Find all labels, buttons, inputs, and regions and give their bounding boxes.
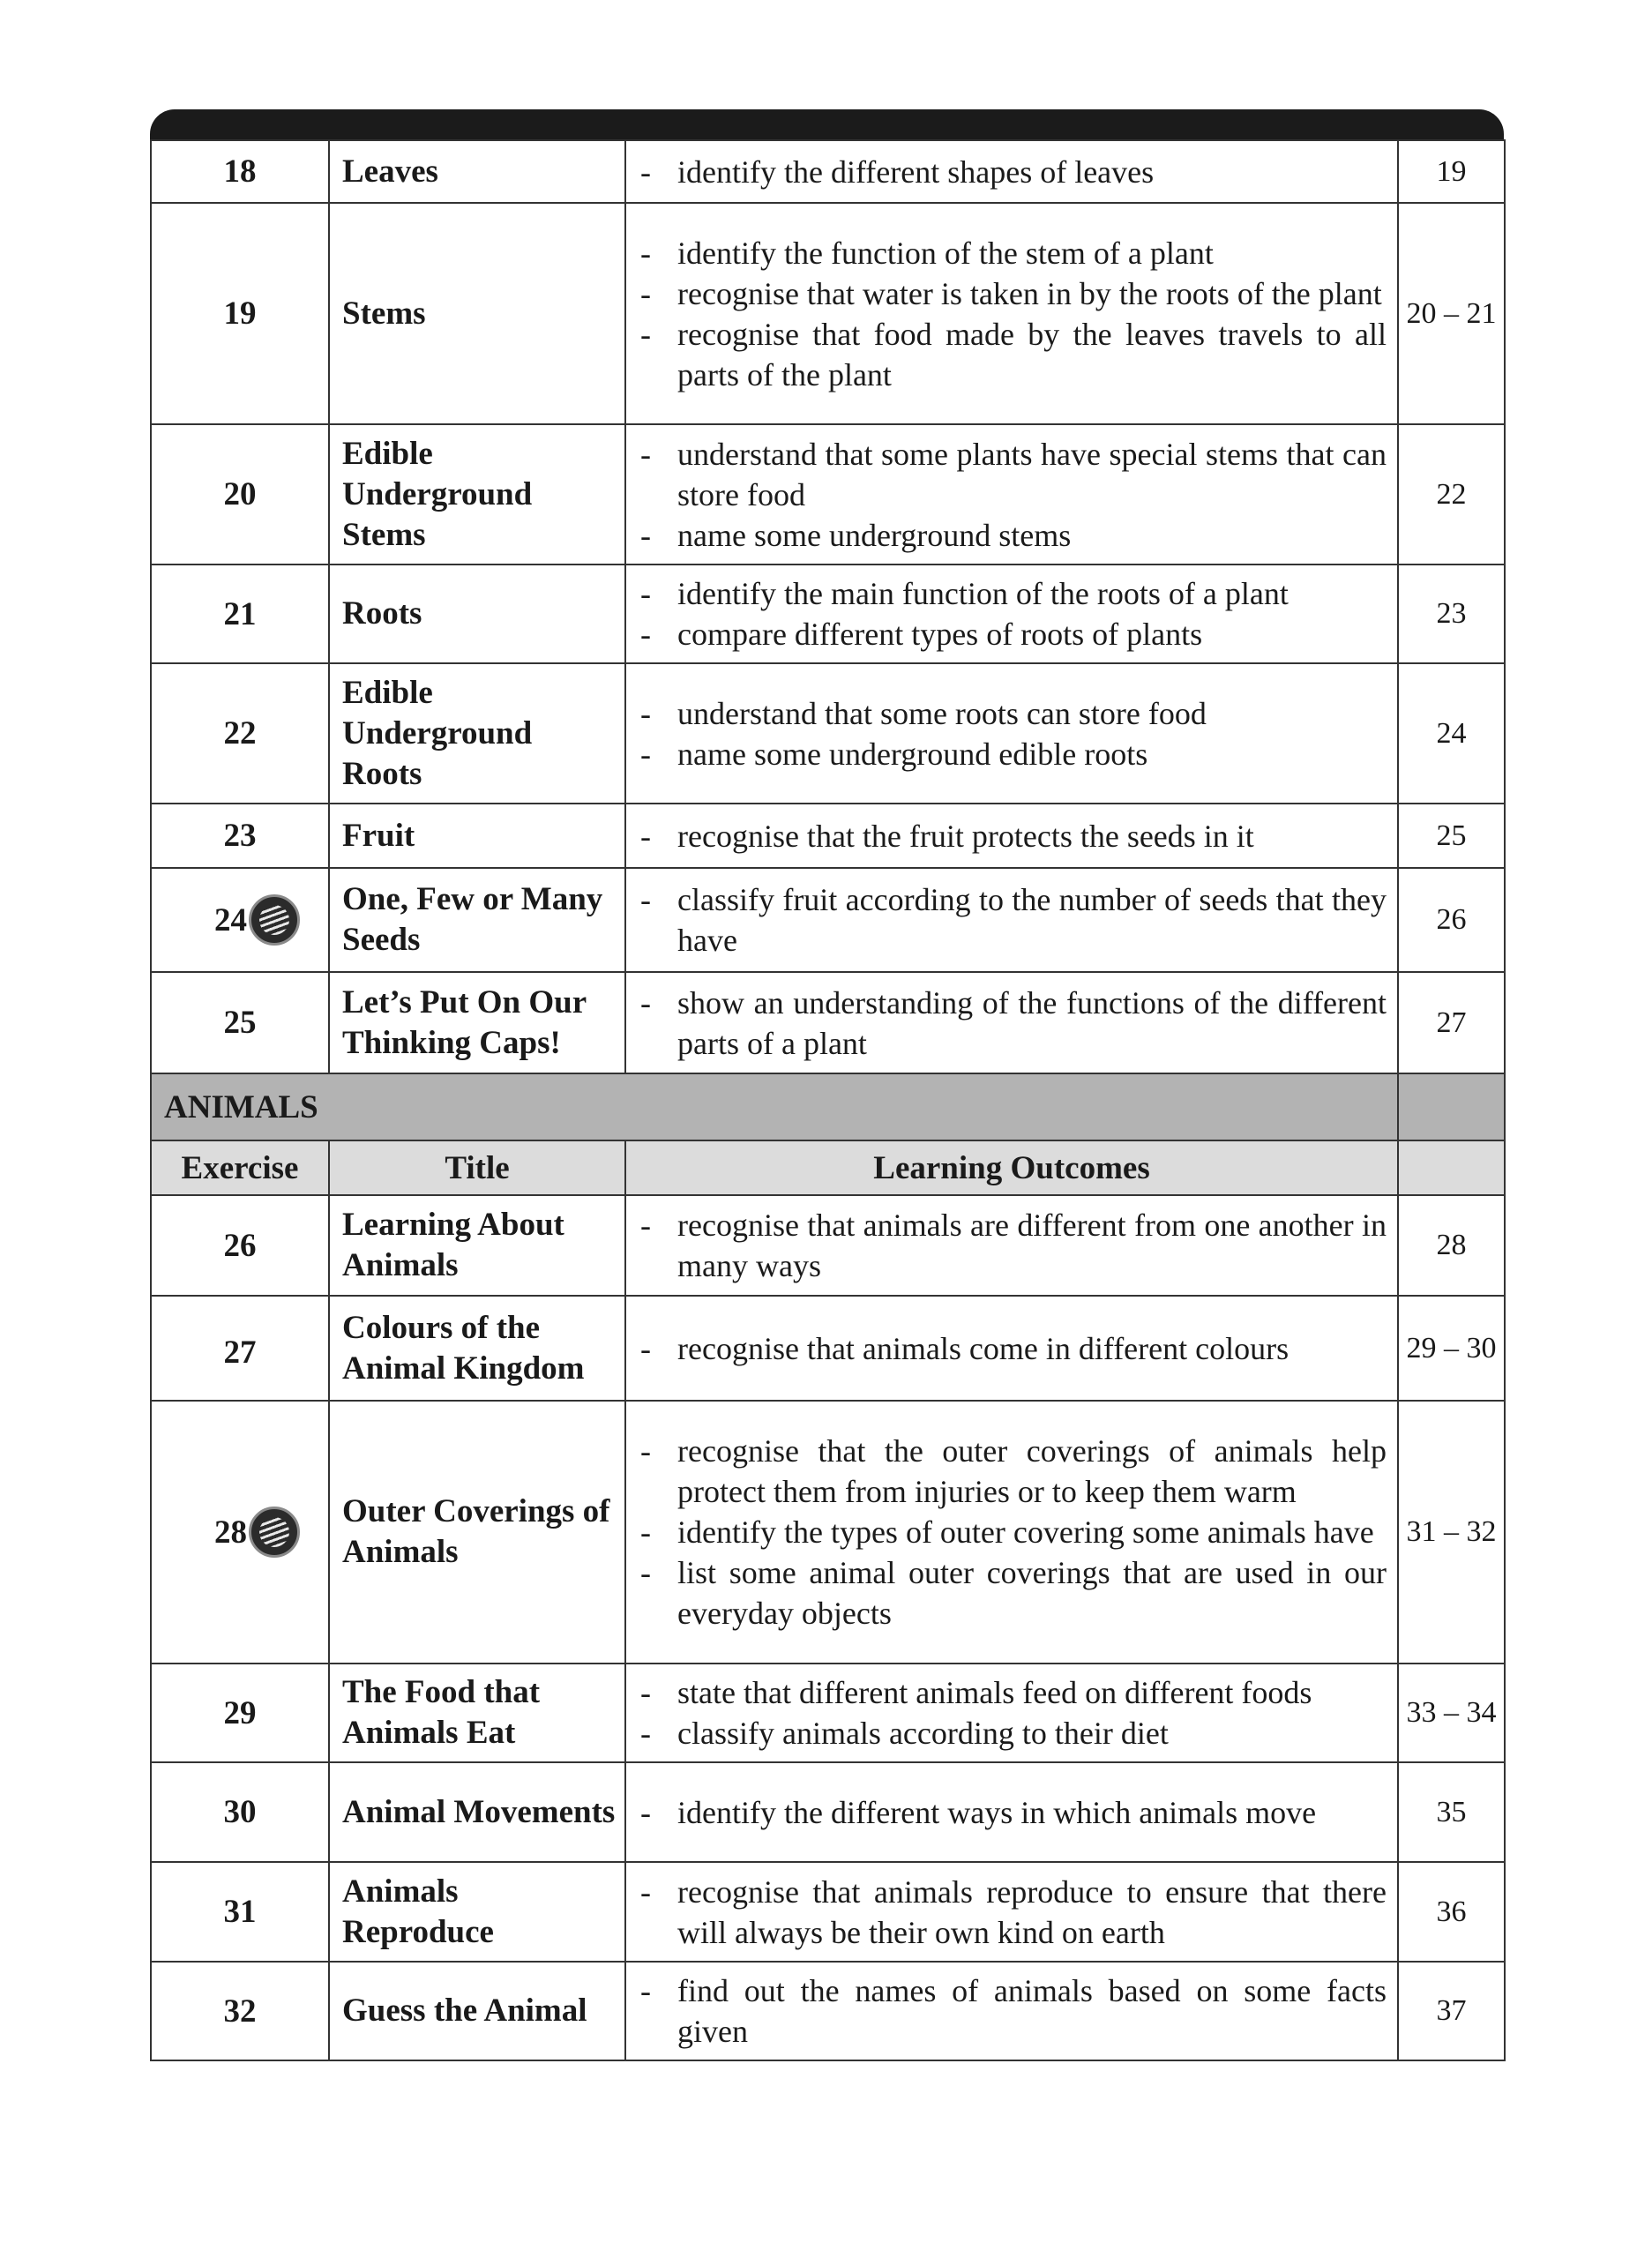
- exercise-title: Roots: [329, 564, 625, 663]
- page-numbers: 33 – 34: [1398, 1664, 1505, 1762]
- outcome-item: - list some animal outer coverings that are used in our everyday objects: [637, 1552, 1387, 1634]
- learning-outcomes: [625, 424, 1398, 564]
- header-page: [1398, 1140, 1505, 1195]
- outcome-item: - identify the main function of the roots of a plant: [637, 573, 1387, 614]
- exercise-title: One, Few or Many Seeds: [329, 868, 625, 972]
- page-numbers: 35: [1398, 1762, 1505, 1862]
- outcome-item: - identify the function of the stem of a plant: [637, 233, 1387, 273]
- exercise-title: Edible Underground Stems: [329, 424, 625, 564]
- outcome-item: - compare different types of roots of plants: [637, 614, 1387, 654]
- outcome-item: - recognise that the fruit protects the seeds in it: [637, 816, 1387, 856]
- exercise-number: 24: [214, 901, 247, 938]
- exercise-number: 25: [151, 972, 329, 1073]
- online-resource-icon: [249, 1507, 300, 1558]
- learning-outcomes: [625, 140, 1398, 203]
- outcome-item: - recognise that food made by the leaves travels to all parts of the plant: [637, 314, 1387, 395]
- learning-outcomes: [625, 1664, 1398, 1762]
- outcome-item: - identify the types of outer covering some animals have: [637, 1512, 1387, 1552]
- learning-outcomes: [625, 1862, 1398, 1962]
- exercise-cell: [151, 1401, 329, 1664]
- header-title: Title: [329, 1140, 625, 1195]
- page-numbers: 25: [1398, 804, 1505, 868]
- page-numbers: 23: [1398, 564, 1505, 663]
- outcome-item: - identify the different ways in which animals move: [637, 1792, 1387, 1833]
- outcome-item: - identify the different shapes of leaves: [637, 152, 1387, 192]
- page-numbers: 22: [1398, 424, 1505, 564]
- exercise-title: Animal Movements: [329, 1762, 625, 1862]
- table-row: [151, 868, 1505, 972]
- exercise-title: The Food that Animals Eat: [329, 1664, 625, 1762]
- exercise-title: Colours of the Animal Kingdom: [329, 1296, 625, 1401]
- outcome-item: - understand that some roots can store food: [637, 693, 1387, 734]
- learning-outcomes: [625, 1296, 1398, 1401]
- exercise-number: 23: [151, 804, 329, 868]
- table-row: [151, 424, 1505, 564]
- learning-outcomes: [625, 1962, 1398, 2060]
- exercise-title: Let’s Put On Our Thinking Caps!: [329, 972, 625, 1073]
- table-row: [151, 140, 1505, 203]
- exercise-number: 18: [151, 140, 329, 203]
- exercise-number: 21: [151, 564, 329, 663]
- page-numbers: 36: [1398, 1862, 1505, 1962]
- page-numbers: 37: [1398, 1962, 1505, 2060]
- online-resource-icon: [249, 894, 300, 946]
- outcome-item: - state that different animals feed on different foods: [637, 1672, 1387, 1713]
- table-row: [151, 1664, 1505, 1762]
- outcome-item: - classify animals according to their diet: [637, 1713, 1387, 1753]
- exercise-title: Animals Reproduce: [329, 1862, 625, 1962]
- table-row: [151, 1762, 1505, 1862]
- outcome-item: - find out the names of animals based on some facts given: [637, 1970, 1387, 2052]
- exercise-number: 32: [151, 1962, 329, 2060]
- outcome-item: - recognise that animals reproduce to ensure that there will always be their own kind on earth: [637, 1872, 1387, 1953]
- table-row: [151, 972, 1505, 1073]
- exercise-number: 22: [151, 663, 329, 804]
- table-row: [151, 1862, 1505, 1962]
- outcome-item: - name some underground edible roots: [637, 734, 1387, 774]
- outcome-item: - recognise that the outer coverings of animals help protect them from injuries or to keep them warm: [637, 1431, 1387, 1512]
- outcome-item: - recognise that water is taken in by the roots of the plant: [637, 273, 1387, 314]
- outcome-item: - classify fruit according to the number of seeds that they have: [637, 879, 1387, 961]
- table-row: [151, 663, 1505, 804]
- learning-outcomes: [625, 1195, 1398, 1296]
- page-numbers: 27: [1398, 972, 1505, 1073]
- outcome-item: - name some underground stems: [637, 515, 1387, 556]
- outcome-item: - understand that some plants have special stems that can store food: [637, 434, 1387, 515]
- exercise-number: 19: [151, 203, 329, 424]
- page-numbers: 24: [1398, 663, 1505, 804]
- exercise-title: Leaves: [329, 140, 625, 203]
- page-numbers: 20 – 21: [1398, 203, 1505, 424]
- section-page-cell: [1398, 1073, 1505, 1140]
- section-title: ANIMALS: [151, 1073, 1398, 1140]
- header-outcomes: Learning Outcomes: [625, 1140, 1398, 1195]
- table-row: [151, 1401, 1505, 1664]
- column-header-row: [151, 1140, 1505, 1195]
- page-numbers: 19: [1398, 140, 1505, 203]
- table-row: [151, 1962, 1505, 2060]
- exercise-number: 27: [151, 1296, 329, 1401]
- table-row: [151, 804, 1505, 868]
- section-row: [151, 1073, 1505, 1140]
- header-exercise: Exercise: [151, 1140, 329, 1195]
- table-row: [151, 1195, 1505, 1296]
- contents-table: [150, 139, 1506, 2061]
- learning-outcomes: [625, 1762, 1398, 1862]
- learning-outcomes: [625, 868, 1398, 972]
- page-numbers: 28: [1398, 1195, 1505, 1296]
- exercise-title: Outer Coverings of Animals: [329, 1401, 625, 1664]
- exercise-number: 30: [151, 1762, 329, 1862]
- exercise-title: Fruit: [329, 804, 625, 868]
- page-numbers: 29 – 30: [1398, 1296, 1505, 1401]
- outcome-item: - recognise that animals come in different colours: [637, 1328, 1387, 1369]
- learning-outcomes: [625, 203, 1398, 424]
- exercise-number: 29: [151, 1664, 329, 1762]
- outcome-item: - show an understanding of the functions of the different parts of a plant: [637, 983, 1387, 1064]
- table-row: [151, 1296, 1505, 1401]
- learning-outcomes: [625, 1401, 1398, 1664]
- page-numbers: 31 – 32: [1398, 1401, 1505, 1664]
- outcome-item: - recognise that animals are different from one another in many ways: [637, 1205, 1387, 1286]
- page-numbers: 26: [1398, 868, 1505, 972]
- exercise-cell: [151, 868, 329, 972]
- exercise-title: Guess the Animal: [329, 1962, 625, 2060]
- learning-outcomes: [625, 564, 1398, 663]
- table-row: [151, 203, 1505, 424]
- learning-outcomes: [625, 663, 1398, 804]
- learning-outcomes: [625, 804, 1398, 868]
- table-row: [151, 564, 1505, 663]
- exercise-number: 28: [214, 1514, 247, 1551]
- exercise-number: 26: [151, 1195, 329, 1296]
- learning-outcomes: [625, 972, 1398, 1073]
- exercise-title: Stems: [329, 203, 625, 424]
- exercise-number: 31: [151, 1862, 329, 1962]
- table-top-bar: [150, 109, 1504, 141]
- exercise-number: 20: [151, 424, 329, 564]
- exercise-title: Edible Underground Roots: [329, 663, 625, 804]
- exercise-title: Learning About Animals: [329, 1195, 625, 1296]
